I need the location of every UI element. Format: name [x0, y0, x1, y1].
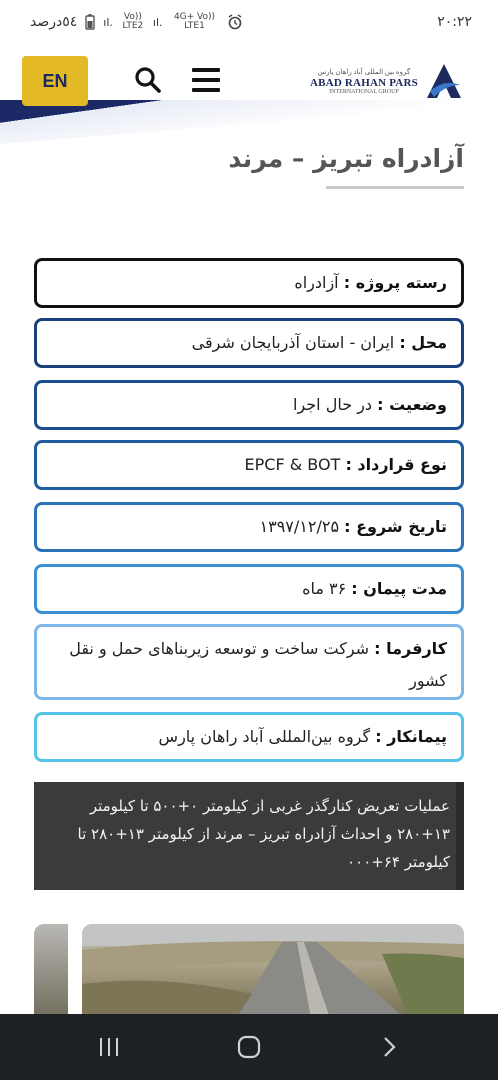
info-value: گروه بین‌المللی آباد راهان پارس	[158, 727, 371, 746]
search-button[interactable]	[134, 66, 162, 94]
info-value: ۳۶ ماه	[302, 579, 347, 598]
info-card-contract-type	[34, 440, 464, 490]
info-label: مدت پیمان :	[351, 579, 447, 598]
project-description: عملیات تعریض کنارگذر غربی از کیلومتر ۰+۵۰۰ تا کیلومتر ۱۳+۲۸۰ و احداث آزادراه تبریز – مرند از کیلومتر ۱۳+۲۸۰ تا کیلومتر ۶۴+۰۰۰	[34, 782, 464, 890]
logo-persian-text: گروه بین المللی آباد راهان پارس	[317, 67, 411, 76]
menu-line	[192, 68, 220, 72]
info-value: شرکت ساخت و توسعه زیربناهای حمل و نقل کشور	[69, 639, 447, 690]
info-card-status	[34, 380, 464, 430]
info-label: وضعیت :	[377, 395, 447, 414]
gallery-image-main[interactable]	[82, 924, 464, 1024]
info-label: کارفرما :	[374, 639, 447, 658]
info-card-location	[34, 318, 464, 368]
alarm-icon	[227, 14, 243, 30]
info-card-duration	[34, 564, 464, 614]
lte1-indicator: 4G+ Vo)) LTE1	[173, 12, 216, 31]
info-label: محل :	[399, 333, 447, 352]
search-icon	[134, 66, 162, 94]
info-value: ۱۳۹۷/۱۲/۲۵	[259, 517, 340, 536]
title-underline	[326, 186, 464, 189]
info-value: آزادراه	[294, 273, 339, 292]
company-logo[interactable]	[310, 58, 476, 104]
home-icon[interactable]	[236, 1034, 262, 1060]
page-title: آزادراه تبریز – مرند	[228, 144, 464, 173]
logo-mark-icon	[424, 61, 464, 101]
info-card-employer	[34, 624, 464, 700]
signal-icon: ıl.	[103, 15, 113, 29]
logo-subtitle: INTERNATIONAL GROUP	[329, 88, 399, 95]
logo-english-text: ABAD RAHAN PARS	[310, 76, 418, 89]
menu-line	[192, 88, 220, 92]
logo-text	[310, 68, 418, 95]
info-value: در حال اجرا	[293, 395, 373, 414]
info-value: ایران - استان آذربایجان شرقی	[191, 333, 395, 352]
info-card-start-date	[34, 502, 464, 552]
status-indicators	[30, 13, 243, 31]
gallery-image-previous[interactable]	[34, 924, 68, 1024]
road-photo-illustration	[82, 924, 464, 1024]
header-decorative-stripe	[0, 100, 498, 144]
lte2-indicator: Vo)) LTE2	[122, 12, 144, 31]
info-label: تاریخ شروع :	[344, 517, 447, 536]
info-card-category	[34, 258, 464, 308]
status-bar	[0, 0, 498, 44]
recent-apps-icon[interactable]	[97, 1035, 121, 1059]
system-navigation-bar	[0, 1014, 498, 1080]
signal-icon-2: ıl.	[152, 15, 163, 29]
language-switch-button[interactable]: EN	[22, 56, 88, 106]
menu-line	[192, 78, 220, 82]
info-card-contractor	[34, 712, 464, 762]
battery-text: ٥٤درصد	[30, 14, 78, 30]
info-label: رسته پروژه :	[343, 273, 447, 292]
info-label: پیمانکار :	[375, 727, 447, 746]
back-icon[interactable]	[377, 1035, 401, 1059]
battery-icon	[85, 14, 95, 30]
description-accent-edge	[456, 782, 464, 890]
hamburger-menu-button[interactable]	[192, 68, 220, 92]
clock: ۲۰:۲۲	[437, 14, 472, 30]
info-value: EPCF & BOT	[244, 455, 341, 474]
info-label: نوع قرارداد :	[345, 455, 447, 474]
